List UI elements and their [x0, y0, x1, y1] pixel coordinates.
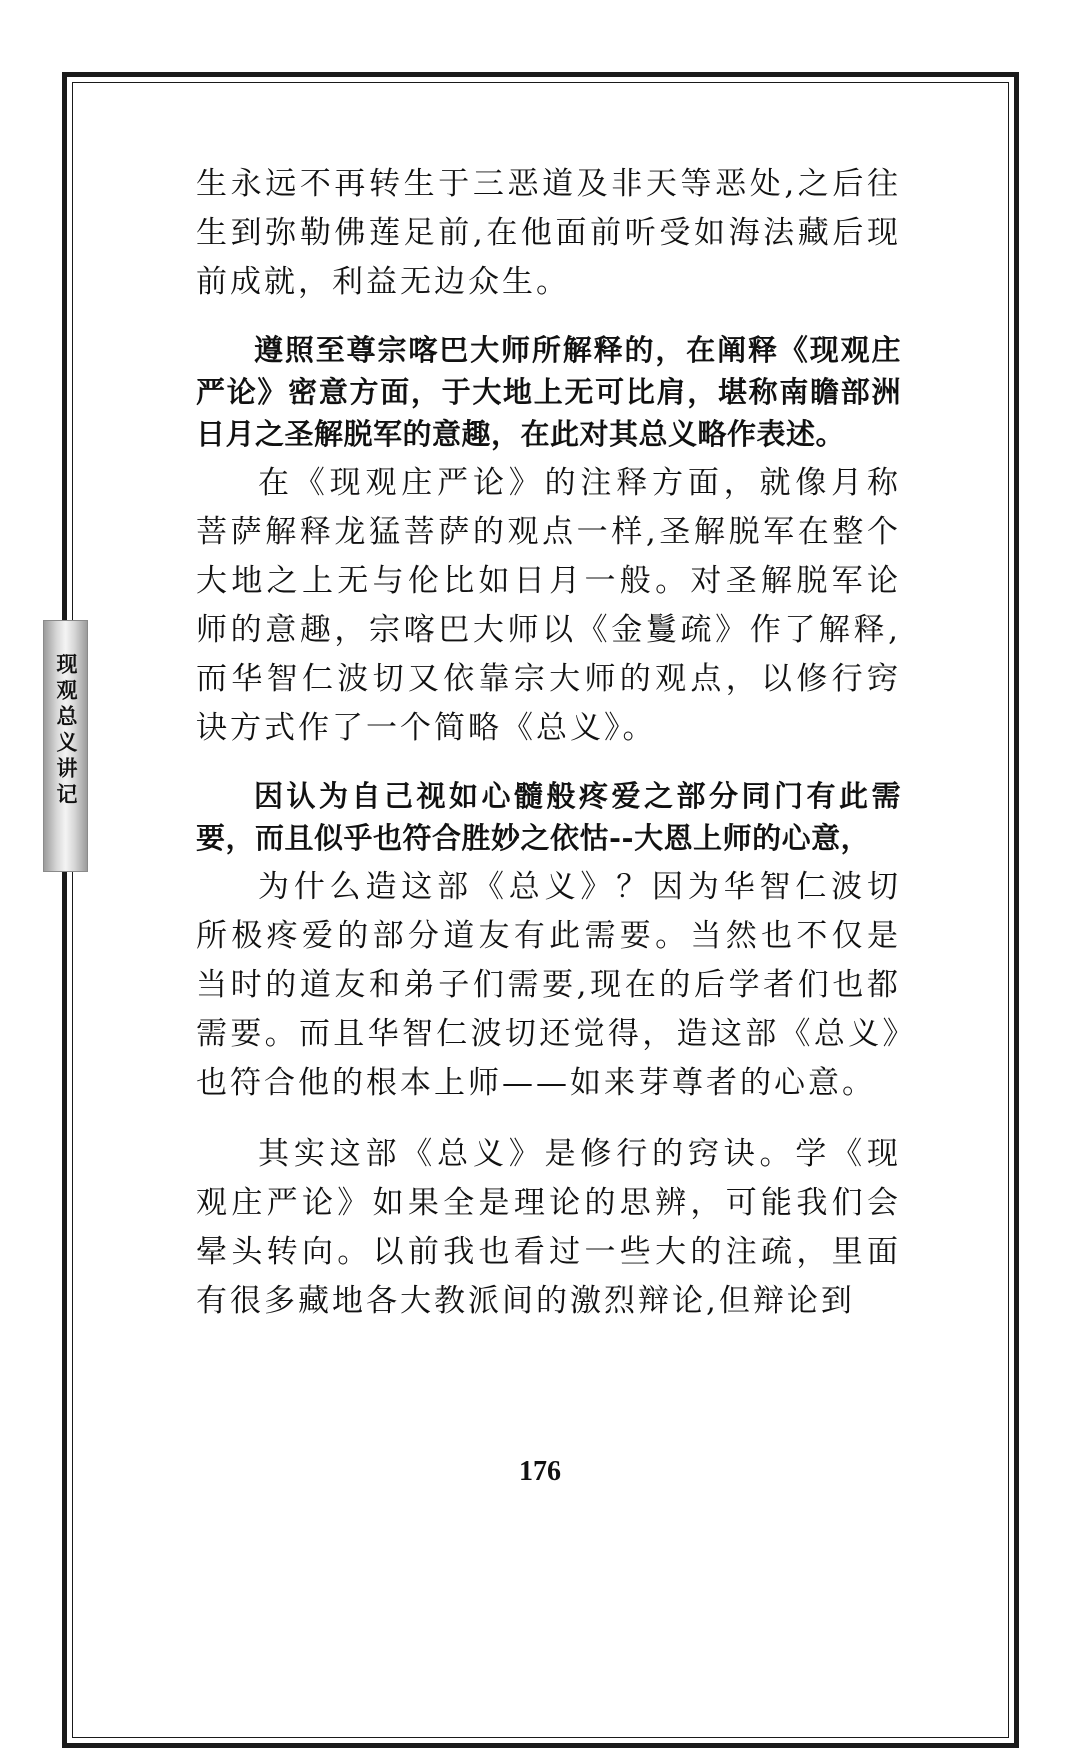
commentary-paragraph-3: 为什么造这部《总义》？因为华智仁波切所极疼爱的部分道友有此需要。当然也不仅是当时的道友和弟子们需要,现在的后学者们也都需要。而且华智仁波切还觉得，造这部《总义》也符合他的根本上师——如来芽尊者的心意。 — [196, 869, 901, 1101]
page-number: 176 — [519, 1456, 561, 1487]
root-text-paragraph-2: 因认为自己视如心髓般疼爱之部分同门有此需要，而且似乎也符合胜妙之依怙--大恩上师的心意， — [196, 779, 901, 855]
side-tab — [43, 620, 88, 872]
side-tab-label: 现观总义讲记 — [54, 653, 79, 809]
root-text-paragraph-1: 遵照至尊宗喀巴大师所解释的，在阐释《现观庄严论》密意方面，于大地上无可比肩，堪称南瞻部洲日月之圣解脱军的意趣，在此对其总义略作表述。 — [196, 333, 901, 451]
commentary-paragraph-1: 生永远不再转生于三恶道及非天等恶处,之后往生到弥勒佛莲足前,在他面前听受如海法藏后现前成就，利益无边众生。 — [196, 166, 901, 300]
commentary-paragraph-4: 其实这部《总义》是修行的窍诀。学《现观庄严论》如果全是理论的思辨，可能我们会晕头转向。以前我也看过一些大的注疏，里面有很多藏地各大教派间的激烈辩论,但辩论到 — [196, 1136, 901, 1319]
page-content — [196, 160, 901, 1326]
commentary-paragraph-2: 在《现观庄严论》的注释方面，就像月称菩萨解释龙猛菩萨的观点一样,圣解脱军在整个大地之上无与伦比如日月一般。对圣解脱军论师的意趣，宗喀巴大师以《金鬘疏》作了解释,而华智仁波切又依靠宗大师的观点，以修行窍诀方式作了一个简略《总义》。 — [196, 465, 901, 746]
